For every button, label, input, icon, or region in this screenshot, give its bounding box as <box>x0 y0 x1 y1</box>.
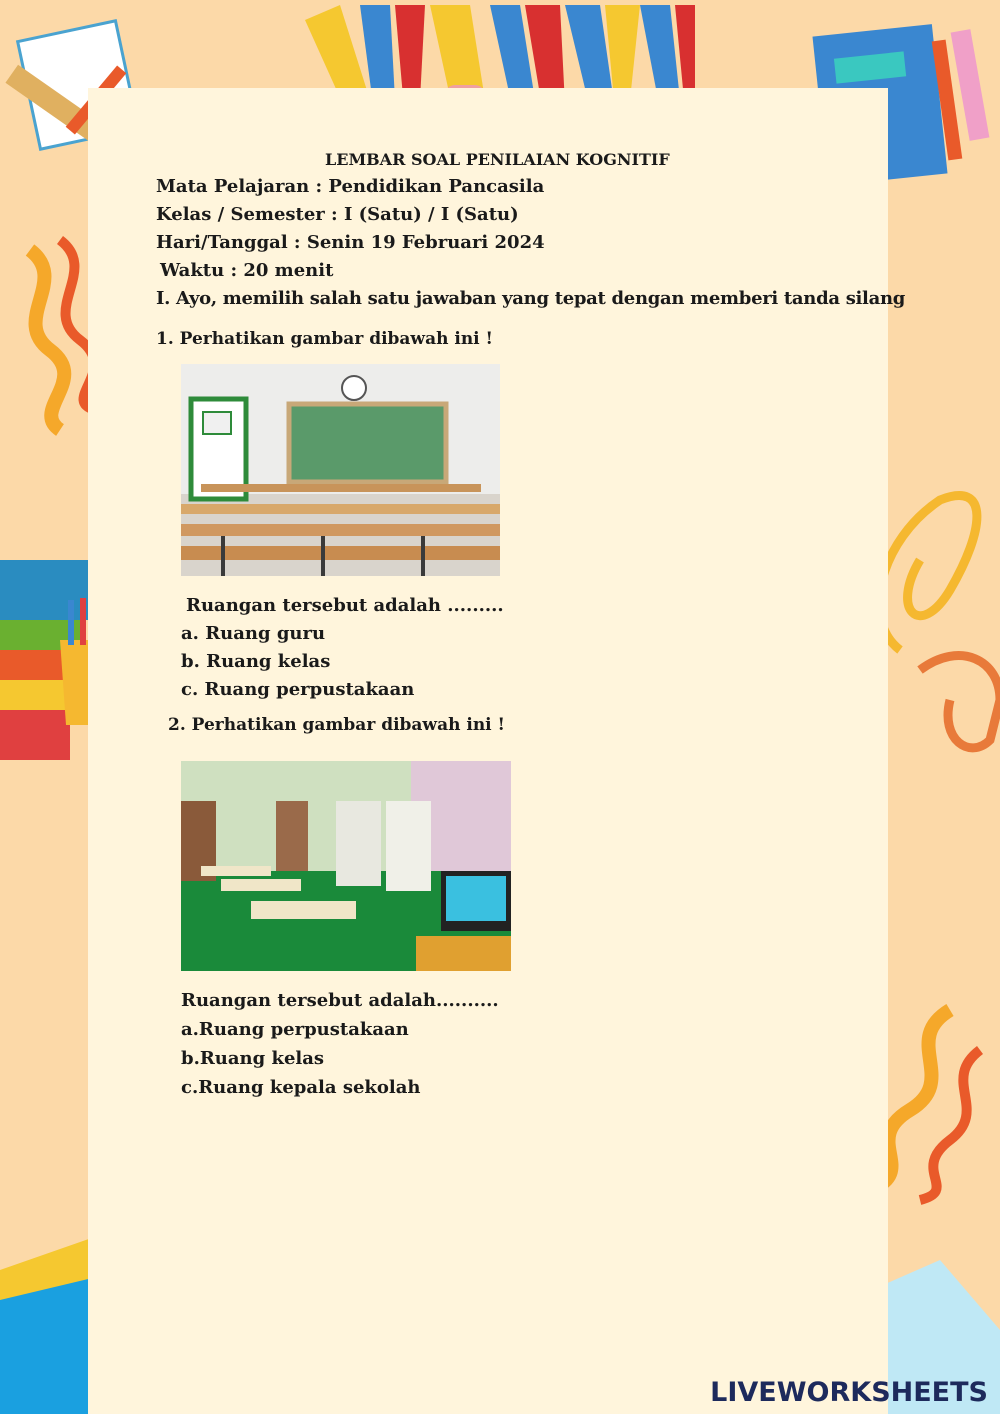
date-line: Hari/Tanggal : Senin 19 Februari 2024 <box>156 232 545 253</box>
question-2-option-c[interactable]: c.Ruang kepala sekolah <box>181 1077 421 1098</box>
question-1-option-b[interactable]: b. Ruang kelas <box>181 651 331 672</box>
time-line: Waktu : 20 menit <box>160 260 334 281</box>
question-2-option-b[interactable]: b.Ruang kelas <box>181 1048 325 1069</box>
worksheet-sheet <box>88 88 888 1414</box>
question-2-option-a[interactable]: a.Ruang perpustakaan <box>181 1019 409 1040</box>
classroom-photo <box>181 364 500 576</box>
question-2-prompt: 2. Perhatikan gambar dibawah ini ! <box>168 715 506 735</box>
question-1-text: Ruangan tersebut adalah ......... <box>186 595 504 616</box>
library-photo <box>181 761 511 971</box>
instruction: I. Ayo, memilih salah satu jawaban yang tepat dengan memberi tanda silang <box>156 288 906 309</box>
question-1-option-a[interactable]: a. Ruang guru <box>181 623 326 644</box>
question-1-prompt: 1. Perhatikan gambar dibawah ini ! <box>156 329 494 349</box>
question-1-option-c[interactable]: c. Ruang perpustakaan <box>181 679 415 700</box>
page-title: LEMBAR SOAL PENILAIAN KOGNITIF <box>325 150 670 169</box>
liveworksheets-logo: LIVEWORKSHEETS <box>710 1377 988 1408</box>
question-2-text: Ruangan tersebut adalah.......... <box>181 990 499 1011</box>
class-line: Kelas / Semester : I (Satu) / I (Satu) <box>156 204 519 225</box>
subject-line: Mata Pelajaran : Pendidikan Pancasila <box>156 176 545 197</box>
